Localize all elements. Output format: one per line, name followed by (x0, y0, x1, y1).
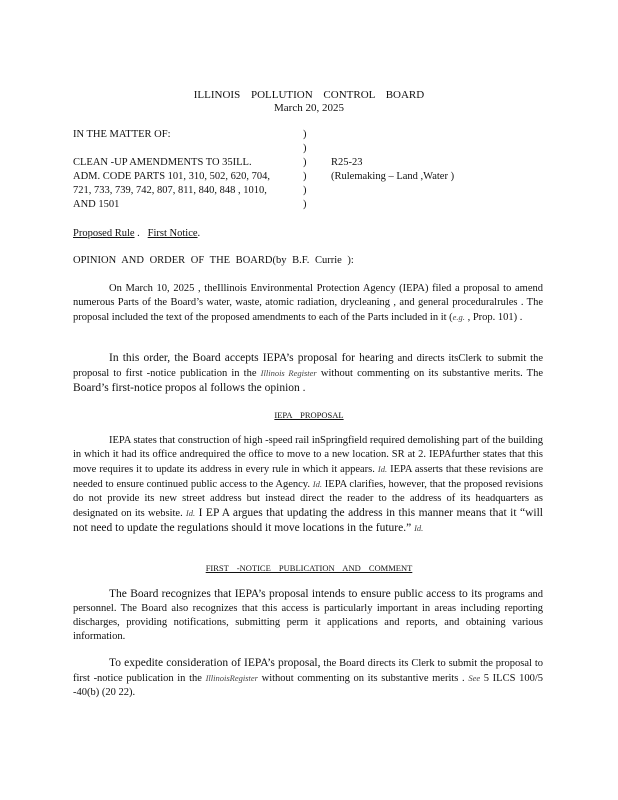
proposed-rule-label: Proposed Rule (73, 228, 135, 239)
paragraph-text: The Board recognizes that IEPA’s proposal intends to ensure public access to its (109, 588, 482, 600)
caption-matter (73, 128, 308, 212)
paren: ) (303, 185, 307, 196)
rulemaking-type: (Rulemaking – Land ,Water ) (331, 171, 455, 182)
paragraph-text: 5 ILCS 100/5 -40(b) (20 22). (73, 673, 543, 698)
paragraph-intro (73, 282, 543, 325)
caption-line: 721, 733, 739, 742, 807, 811, 840, 848 , 1010, (73, 185, 267, 196)
caption-docket (331, 156, 531, 184)
board-title: ILLINOIS POLLUTION CONTROL BOARD (193, 89, 425, 101)
paragraph-text: On March 10, 2025 , theIllinois Environmental Protection Agency (IEPA) filed a proposal to amend numerous Parts of the Board’s water, waste, atomic radiation, drycleaning , and general proceduralrules . The proposal included the text of the proposed amendments to each of the Parts included in it ( (73, 283, 543, 323)
paragraph-order (73, 351, 543, 396)
paragraph-text: I EP A argues that updating the address in this manner means that it “will not need to update the regulations should it move locations in the future.” (73, 507, 543, 534)
paragraph-text: programs and personnel. The Board also recognizes that this access is particularly important in areas including reporting discharges, providing notifications, submitting perm it applications and reports, and obtaining various information. (73, 589, 543, 642)
paragraph-text: IEPA asserts that these revisions are needed to ensure continued public access to the Agency. (73, 464, 543, 490)
citation-see: See (468, 673, 481, 683)
paragraph-recognition (73, 587, 543, 644)
rule-line-end: . (197, 228, 201, 239)
citation-id: Id. (414, 523, 424, 533)
caption-line: AND 1501 (73, 199, 120, 210)
paragraph-text: and directs itsClerk to submit the proposal to first -notice publication in the (73, 353, 543, 379)
paragraph-proposal (73, 434, 543, 536)
docket-number: R25-23 (331, 157, 363, 168)
paragraph-text: without commenting on its substantive merits. The (316, 368, 543, 379)
section-heading-publication (0, 561, 618, 575)
citation-id: Id. (185, 508, 196, 518)
caption-parens (303, 128, 313, 212)
paragraph-text: In this order, the Board accepts IEPA’s proposal for hearing (109, 352, 394, 364)
paragraph-text: the Board directs its Clerk to submit the proposal to first -notice publication in the (73, 658, 543, 684)
order-date: March 20, 2025 (274, 102, 344, 114)
citation-id: Id. (377, 464, 388, 474)
paragraph-text: IEPA clarifies, however, that the proposed revisions do not provide its new street address but instead direct the reader to the address of its headquarters as designated on its website. (73, 479, 544, 519)
opinion-heading: OPINION AND ORDER OF THE BOARD(by B.F. Currie ): (73, 255, 354, 266)
citation-eg: e.g. (452, 312, 465, 322)
paragraph-text: without commenting on its substantive merits . (257, 673, 469, 684)
separator: . (137, 228, 146, 239)
first-notice-label: First Notice (147, 228, 198, 239)
register-citation: Illinois Register (260, 368, 317, 378)
section-heading-proposal (0, 408, 618, 422)
paren: ) (303, 157, 307, 168)
paren: ) (303, 129, 307, 140)
paren: ) (303, 143, 307, 154)
rule-status-line (73, 227, 543, 241)
caption-line: ADM. CODE PARTS 101, 310, 502, 620, 704, (73, 171, 271, 182)
paren: ) (303, 199, 307, 210)
section-title: FIRST -NOTICE PUBLICATION AND COMMENT (205, 563, 413, 573)
caption-line: CLEAN -UP AMENDMENTS TO 35ILL. (73, 157, 252, 168)
paragraph-text: , Prop. 101) . (464, 312, 523, 323)
citation-id: Id. (312, 479, 322, 489)
paragraph-text: To expedite consideration of IEPA’s proposal, (109, 657, 321, 669)
register-citation: IllinoisRegister (205, 673, 258, 683)
caption-line: IN THE MATTER OF: (73, 129, 171, 140)
paragraph-directive (73, 656, 543, 700)
section-title: IEPA PROPOSAL (274, 410, 344, 420)
caption-line (73, 142, 308, 156)
paragraph-text: IEPA states that construction of high -speed rail inSpringfield required demolishing part of the building in which it had its office andrequired the office to move to a new location. SR at 2. IEPAfurther states that this move requires it to update its address in every rule in which it appears. (73, 435, 543, 475)
paren: ) (303, 171, 307, 182)
paragraph-text: Board’s first-notice propos al follows the opinion . (73, 382, 306, 394)
